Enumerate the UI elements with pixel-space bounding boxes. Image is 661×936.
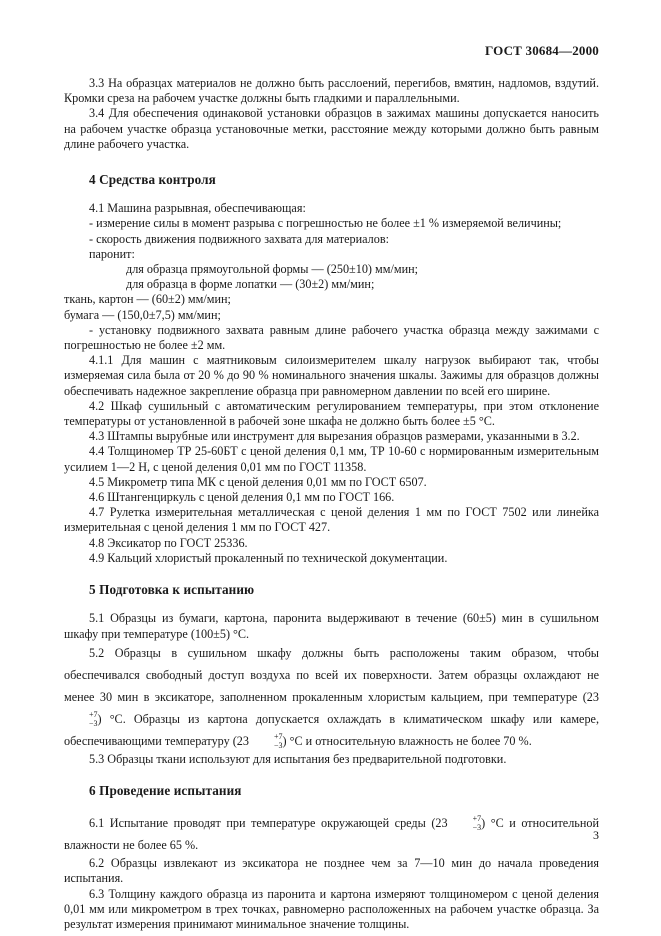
clause-6-2: 6.2 Образцы извлекают из эксикатора не позднее чем за 7—10 мин до начала проведения испытания. bbox=[64, 856, 599, 886]
clause-4-1-item: - скорость движения подвижного захвата для материалов: bbox=[89, 231, 389, 246]
section-4-title: 4 Средства контроля bbox=[89, 172, 216, 188]
clause-4-8: 4.8 Эксикатор по ГОСТ 25336. bbox=[89, 535, 248, 550]
clause-4-4: 4.4 Толщиномер ТР 25-60БТ с ценой деления 0,1 мм, ТР 10-60 с нормированным измерительным усилием 1—2 Н, с ценой деления 0,01 мм по ГОСТ 11358. bbox=[64, 444, 599, 474]
clause-5-2-part-c: ) °С и относительную влажность не более 70 %. bbox=[282, 733, 532, 748]
temperature-tolerance bbox=[249, 732, 283, 750]
clause-4-1-item: бумага — (150,0±7,5) мм/мин; bbox=[64, 307, 221, 322]
tolerance-lower: −3 bbox=[273, 740, 283, 750]
clause-3-3: 3.3 На образцах материалов не должно быть расслоений, перегибов, вмятин, надломов, вздутий. Кромки среза на рабочем участке должны быть гладкими и параллельными. bbox=[64, 76, 599, 106]
clause-6-1-part-a: 6.1 Испытание проводят при температуре окружающей среды (23 bbox=[89, 816, 448, 831]
document-body bbox=[64, 76, 599, 932]
clause-5-2-part-a: 5.2 Образцы в сушильном шкафу должны быть расположены таким образом, чтобы обеспечивался свободный доступ воздуха по всей их поверхности. Затем образцы охлаждают не менее 30 мин в эксикаторе, заполненном прокаленным хлористым кальцием, при температуре (23 bbox=[64, 645, 599, 704]
clause-5-3: 5.3 Образцы ткани используют для испытания без предварительной подготовки. bbox=[89, 751, 507, 766]
clause-4-1-1: 4.1.1 Для машин с маятниковым силоизмерителем шкалу нагрузок выбирают так, чтобы измеряемая сила была от 20 % до 90 % номинального значения шкалы. Зажимы для образцов должны обеспечивать надежное закрепление образца при равномерном давлении по всей его ширине. bbox=[64, 353, 599, 398]
clause-4-3: 4.3 Штампы вырубные или инструмент для вырезания образцов размерами, указанными в 3.2. bbox=[89, 429, 580, 444]
clause-6-1 bbox=[64, 812, 599, 856]
clause-6-3: 6.3 Толщину каждого образца из паронита и картона измеряют толщиномером с ценой деления 0,01 мм или микрометром в трех точках, равномерно расположенных на рабочем участке образца. За результат измерения принимают минимальное значение толщины. bbox=[64, 886, 599, 931]
tolerance-lower: −3 bbox=[89, 718, 98, 728]
section-6-title: 6 Проведение испытания bbox=[89, 782, 242, 798]
temperature-tolerance bbox=[64, 710, 98, 728]
tolerance-upper: +7 bbox=[472, 814, 482, 824]
clause-4-1-item: паронит: bbox=[89, 246, 135, 261]
clause-4-5: 4.5 Микрометр типа МК с ценой деления 0,01 мм по ГОСТ 6507. bbox=[89, 474, 427, 489]
standard-header: ГОСТ 30684—2000 bbox=[484, 43, 599, 58]
tolerance-upper: +7 bbox=[89, 709, 98, 719]
clause-5-1: 5.1 Образцы из бумаги, картона, паронита выдерживают в течение (60±5) мин в сушильном шкафу при температуре (100±5) °С. bbox=[64, 611, 599, 641]
clause-4-1-subitem: для образца в форме лопатки — (30±2) мм/мин; bbox=[126, 277, 375, 292]
clause-4-1-item: - установку подвижного захвата равным длине рабочего участка образца между зажимами с погрешностью не более ±2 мм. bbox=[64, 322, 599, 353]
clause-4-9: 4.9 Кальций хлористый прокаленный по технической документации. bbox=[89, 550, 448, 565]
clause-5-2 bbox=[64, 642, 599, 752]
clause-6-1-part-b: ) °С и относительной влажности не более 65 %. bbox=[64, 816, 599, 853]
clause-3-4: 3.4 Для обеспечения одинаковой установки образцов в зажимах машины допускается наносить на рабочем участке образца установочные метки, расстояние между которыми должно быть равным длине рабочего участка. bbox=[64, 106, 599, 151]
temperature-tolerance bbox=[448, 814, 482, 832]
clause-4-1-subitem: для образца прямоугольной формы — (250±10) мм/мин; bbox=[126, 262, 418, 277]
clause-4-6: 4.6 Штангенциркуль с ценой деления 0,1 мм по ГОСТ 166. bbox=[89, 490, 395, 505]
clause-4-7: 4.7 Рулетка измерительная металлическая с ценой деления 1 мм по ГОСТ 7502 или линейка измерительная с ценой деления 1 мм по ГОСТ 427. bbox=[64, 505, 599, 535]
tolerance-lower: −3 bbox=[472, 823, 482, 833]
page-number: 3 bbox=[593, 828, 599, 842]
clause-5-2-part-b: ) °С. Образцы из картона допускается охлаждать в климатическом шкафу или камере, обеспечивающими температуру (23 bbox=[64, 711, 599, 748]
clause-4-1-item: - измерение силы в момент разрыва с погрешностью не более ±1 % измеряемой величины; bbox=[89, 216, 562, 231]
clause-4-2: 4.2 Шкаф сушильный с автоматическим регулированием температуры, при этом отклонение температуры от установленной в рабочей зоне шкафа не должно быть более ±5 °С. bbox=[64, 398, 599, 429]
tolerance-upper: +7 bbox=[273, 731, 283, 741]
section-5-title: 5 Подготовка к испытанию bbox=[89, 582, 255, 598]
clause-4-1: 4.1 Машина разрывная, обеспечивающая: bbox=[89, 201, 306, 216]
clause-4-1-item: ткань, картон — (60±2) мм/мин; bbox=[64, 292, 231, 307]
